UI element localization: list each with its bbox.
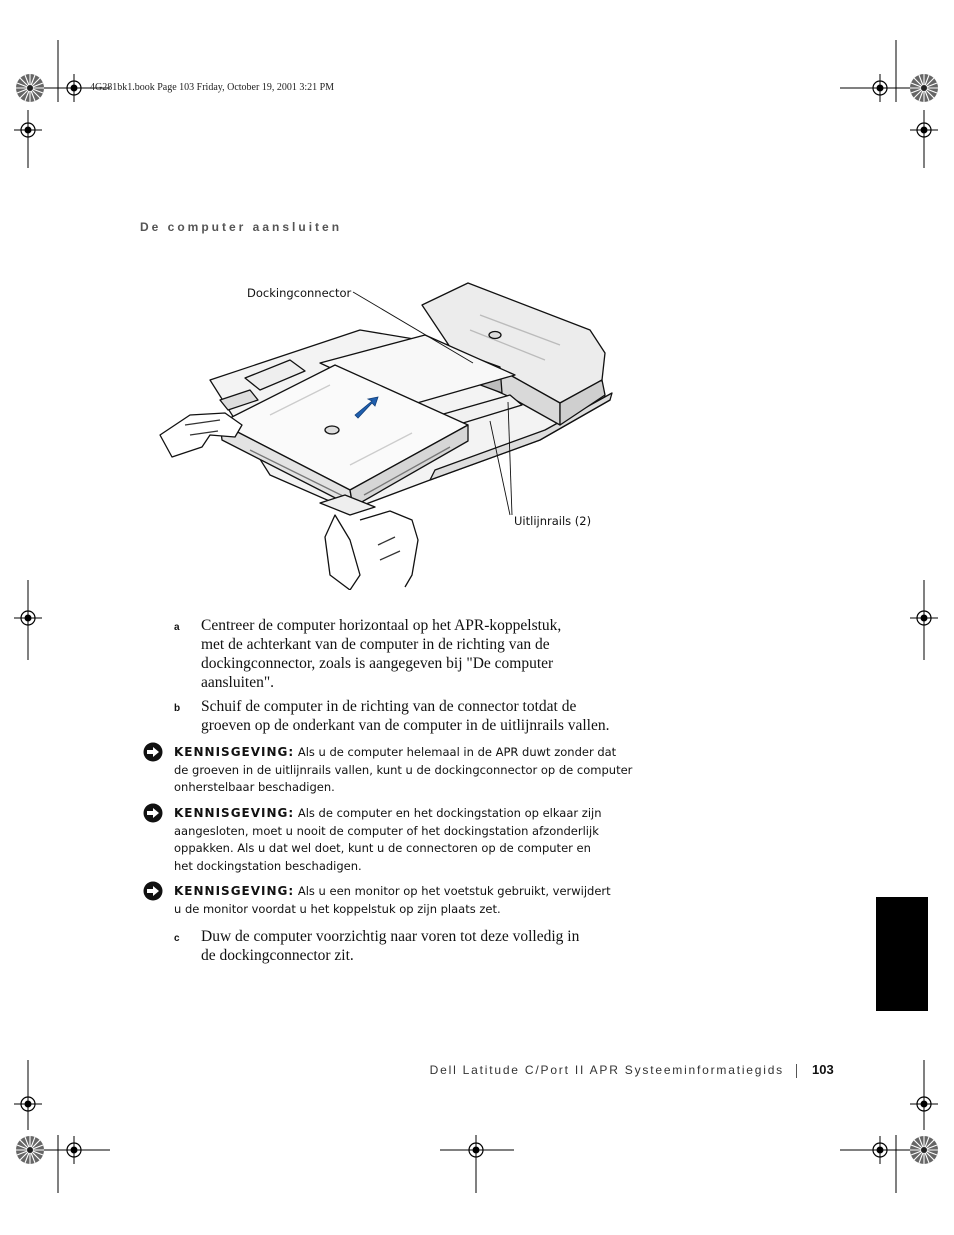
notice-3-first: Als u een monitor op het voetstuk gebruikt, verwijdert [297,884,611,898]
notice-3-line: u de monitor voordat u het koppelstuk op zijn plaats zet. [174,901,501,916]
arrow-right-circle-icon [143,803,163,823]
notice-3 [174,883,611,918]
step-c-line: Duw de computer voorzichtig naar voren tot deze volledig in [201,928,580,945]
book-header: 4G281bk1.book Page 103 Friday, October 19, 2001 3:21 PM [90,82,335,93]
step-b-line: Schuif de computer in de richting van de connector totdat de [201,698,577,715]
step-c-text [201,927,579,965]
step-a-line: Centreer de computer horizontaal op het APR-koppelstuk, [201,617,562,634]
notice-2-line: oppakken. Als u dat wel doet, kunt u de connectoren op de computer en [174,841,591,855]
notice-1-line: onherstelbaar beschadigen. [174,780,335,794]
notice-1 [174,744,632,797]
callout-alignment-rails: Uitlijnrails (2) [514,514,592,528]
step-a-text [201,616,561,692]
footer-title: Dell Latitude C/Port II APR Systeeminformatiegids [429,1063,784,1077]
notice-1-first: Als u de computer helemaal in de APR duwt zonder dat [297,745,617,759]
step-a-line: met de achterkant van de computer in de richting van de [201,636,550,653]
notice-3-label: KENNISGEVING: [174,884,295,898]
callout-docking-connector: Dockingconnector [247,286,352,300]
footer-separator [796,1064,797,1078]
step-b-text [201,697,609,735]
notice-2 [174,805,602,875]
step-c-letter: c [174,933,180,944]
notice-1-line: de groeven in de uitlijnrails vallen, kunt u de dockingconnector op de computer [174,762,633,777]
step-c-line: de dockingconnector zit. [201,947,354,964]
step-a-letter: a [174,622,180,633]
notice-1-label: KENNISGEVING: [174,745,295,759]
notice-2-line: aangesloten, moet u nooit de computer of het dockingstation afzonderlijk [174,823,599,838]
step-b-line: groeven op de onderkant van de computer in de uitlijnrails vallen. [201,717,610,734]
arrow-right-circle-icon [143,742,163,762]
notice-2-line: het dockingstation beschadigen. [174,858,362,873]
step-b-letter: b [174,703,181,714]
page-number: 103 [812,1062,834,1077]
arrow-right-circle-icon [143,881,163,901]
notice-2-first: Als de computer en het dockingstation op elkaar zijn [297,806,602,820]
notice-2-label: KENNISGEVING: [174,806,295,820]
docking-illustration [150,275,620,590]
running-head: De computer aansluiten [140,220,343,234]
section-thumb-tab [876,897,928,1011]
step-a-line: dockingconnector, zoals is aangegeven bij "De computer [201,655,554,672]
step-a-line: aansluiten". [201,674,275,691]
